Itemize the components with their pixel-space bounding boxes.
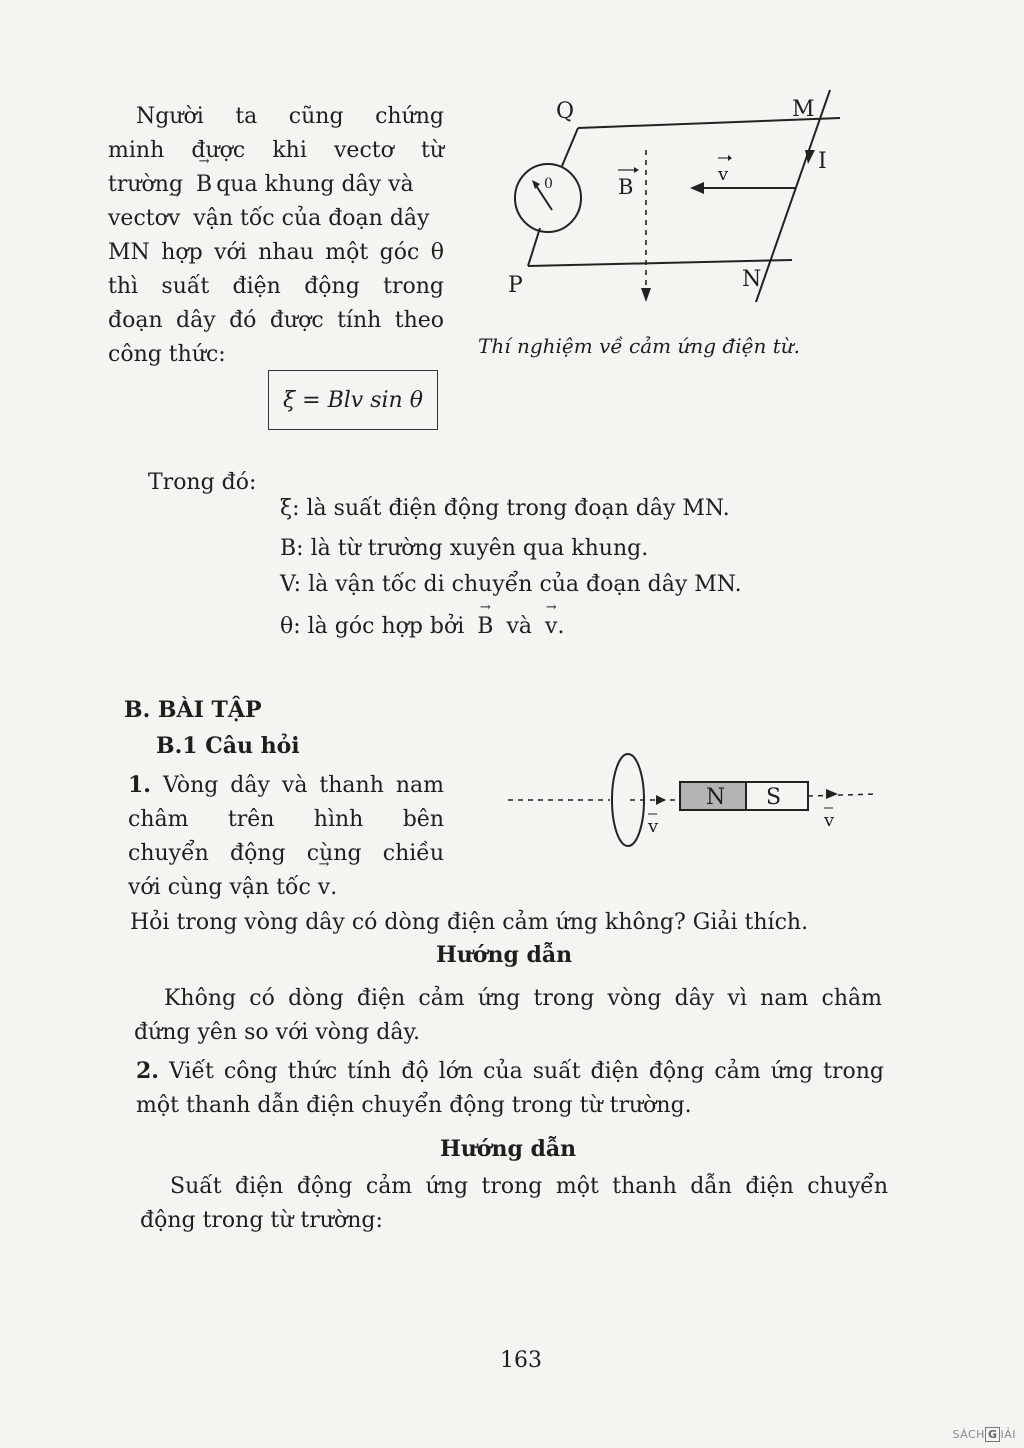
def-theta: θ: là góc hợp bởi → B và → v. [280,614,564,639]
label-m: M [792,97,815,122]
magnet-velocity-arrow-icon [826,789,838,799]
q2-line: một thanh dẫn điện chuyển động trong từ trường. [136,1093,692,1118]
q2-line: 2. Viết công thức tính độ lớn của suất điện động cảm ứng trong [136,1058,884,1084]
formula-box [268,370,438,430]
label-v: v [718,164,729,185]
vector-b-symbol: → B [196,168,212,202]
def-emf: ξ: là suất điện động trong đoạn dây MN. [280,496,730,521]
label-v2: v [824,810,835,831]
q1-line: chuyển động cùng chiều [128,841,444,866]
current-arrow-icon [805,150,815,164]
page-number: 163 [500,1348,542,1373]
wire-ring [612,754,644,846]
gauge-zero-label: 0 [544,176,553,192]
intro-line: thì suất điện động trong [108,274,444,299]
label-n-pole: N [706,785,726,810]
induction-figure [500,88,860,318]
q2-answer [140,1170,888,1238]
q2-answer-line: động trong từ trường: [140,1208,383,1233]
intro-line: MN hợp với nhau một góc θ [108,240,444,265]
q1-line: với cùng vận tốc → v. [128,871,444,905]
vector-v-symbol: → v [545,614,557,639]
formula: ξ = Blv sin θ [283,387,423,413]
axis-right [808,794,878,796]
section-title: B. BÀI TẬP [124,697,262,723]
left-wire-lower [528,228,540,266]
q1-line: 1. Vòng dây và thanh nam [128,772,444,798]
label-s-pole: S [766,785,782,810]
needle-tip-icon [532,180,540,189]
vector-b-symbol: → B [477,614,493,639]
intro-line: công thức: [108,342,226,367]
intro-line: vectơ→ v vận tốc của đoạn dây [108,202,444,236]
q1-answer-line: Không có dòng điện cảm ứng trong vòng dây vì nam châm [164,986,882,1011]
label-v1: v [648,816,659,837]
def-v: V: là vận tốc di chuyển của đoạn dây MN. [280,572,742,597]
velocity-arrow-head-icon [690,182,704,194]
intro-line: minh được khi vectơ từ [108,138,444,163]
vector-v-symbol: → v [318,871,330,905]
def-b: B: là từ trường xuyên qua khung. [280,536,649,561]
q2-answer-line: Suất điện động cảm ứng trong một thanh dẫn điện chuyển [170,1174,888,1199]
ring-magnet-figure [506,752,886,852]
q2-guide-title: Hướng dẫn [440,1136,577,1162]
q1-question: Hỏi trong vòng dây có dòng điện cảm ứng không? Giải thích. [130,910,809,935]
label-n: N [742,267,762,292]
label-q: Q [556,99,575,124]
intro-line: đoạn dây đó được tính theo [108,308,444,333]
left-wire-upper [562,128,578,166]
where-heading: Trong đó: [148,470,257,495]
label-v-vector-tip [728,155,732,161]
q1-answer [134,982,882,1050]
q1-number: 1. [128,772,151,798]
label-p: P [508,273,523,298]
galvanometer [515,164,581,232]
b-field-arrow-icon [641,288,651,302]
vector-v-symbol: → v [168,202,180,236]
q2-paragraph [136,1054,884,1123]
watermark-logo: SÁCH G IẢI [952,1428,1016,1441]
q1-guide-title: Hướng dẫn [436,942,573,968]
label-b: B [618,175,634,199]
figure1-caption: Thí nghiệm về cảm ứng điện từ. [478,334,800,358]
ring-velocity-arrow-icon [656,795,666,805]
intro-paragraph [108,100,444,372]
bottom-rail [528,260,792,266]
q1-line: châm trên hình bên [128,807,444,832]
label-i: I [818,149,827,174]
q1-answer-line: đứng yên so với vòng dây. [134,1020,420,1045]
intro-line: trường → B qua khung dây và [108,168,444,202]
intro-line: Người ta cũng chứng [136,104,444,129]
section-subtitle: B.1 Câu hỏi [156,733,300,759]
q2-number: 2. [136,1058,159,1084]
q1-paragraph [128,768,444,905]
label-b-vector-tip [634,167,639,173]
